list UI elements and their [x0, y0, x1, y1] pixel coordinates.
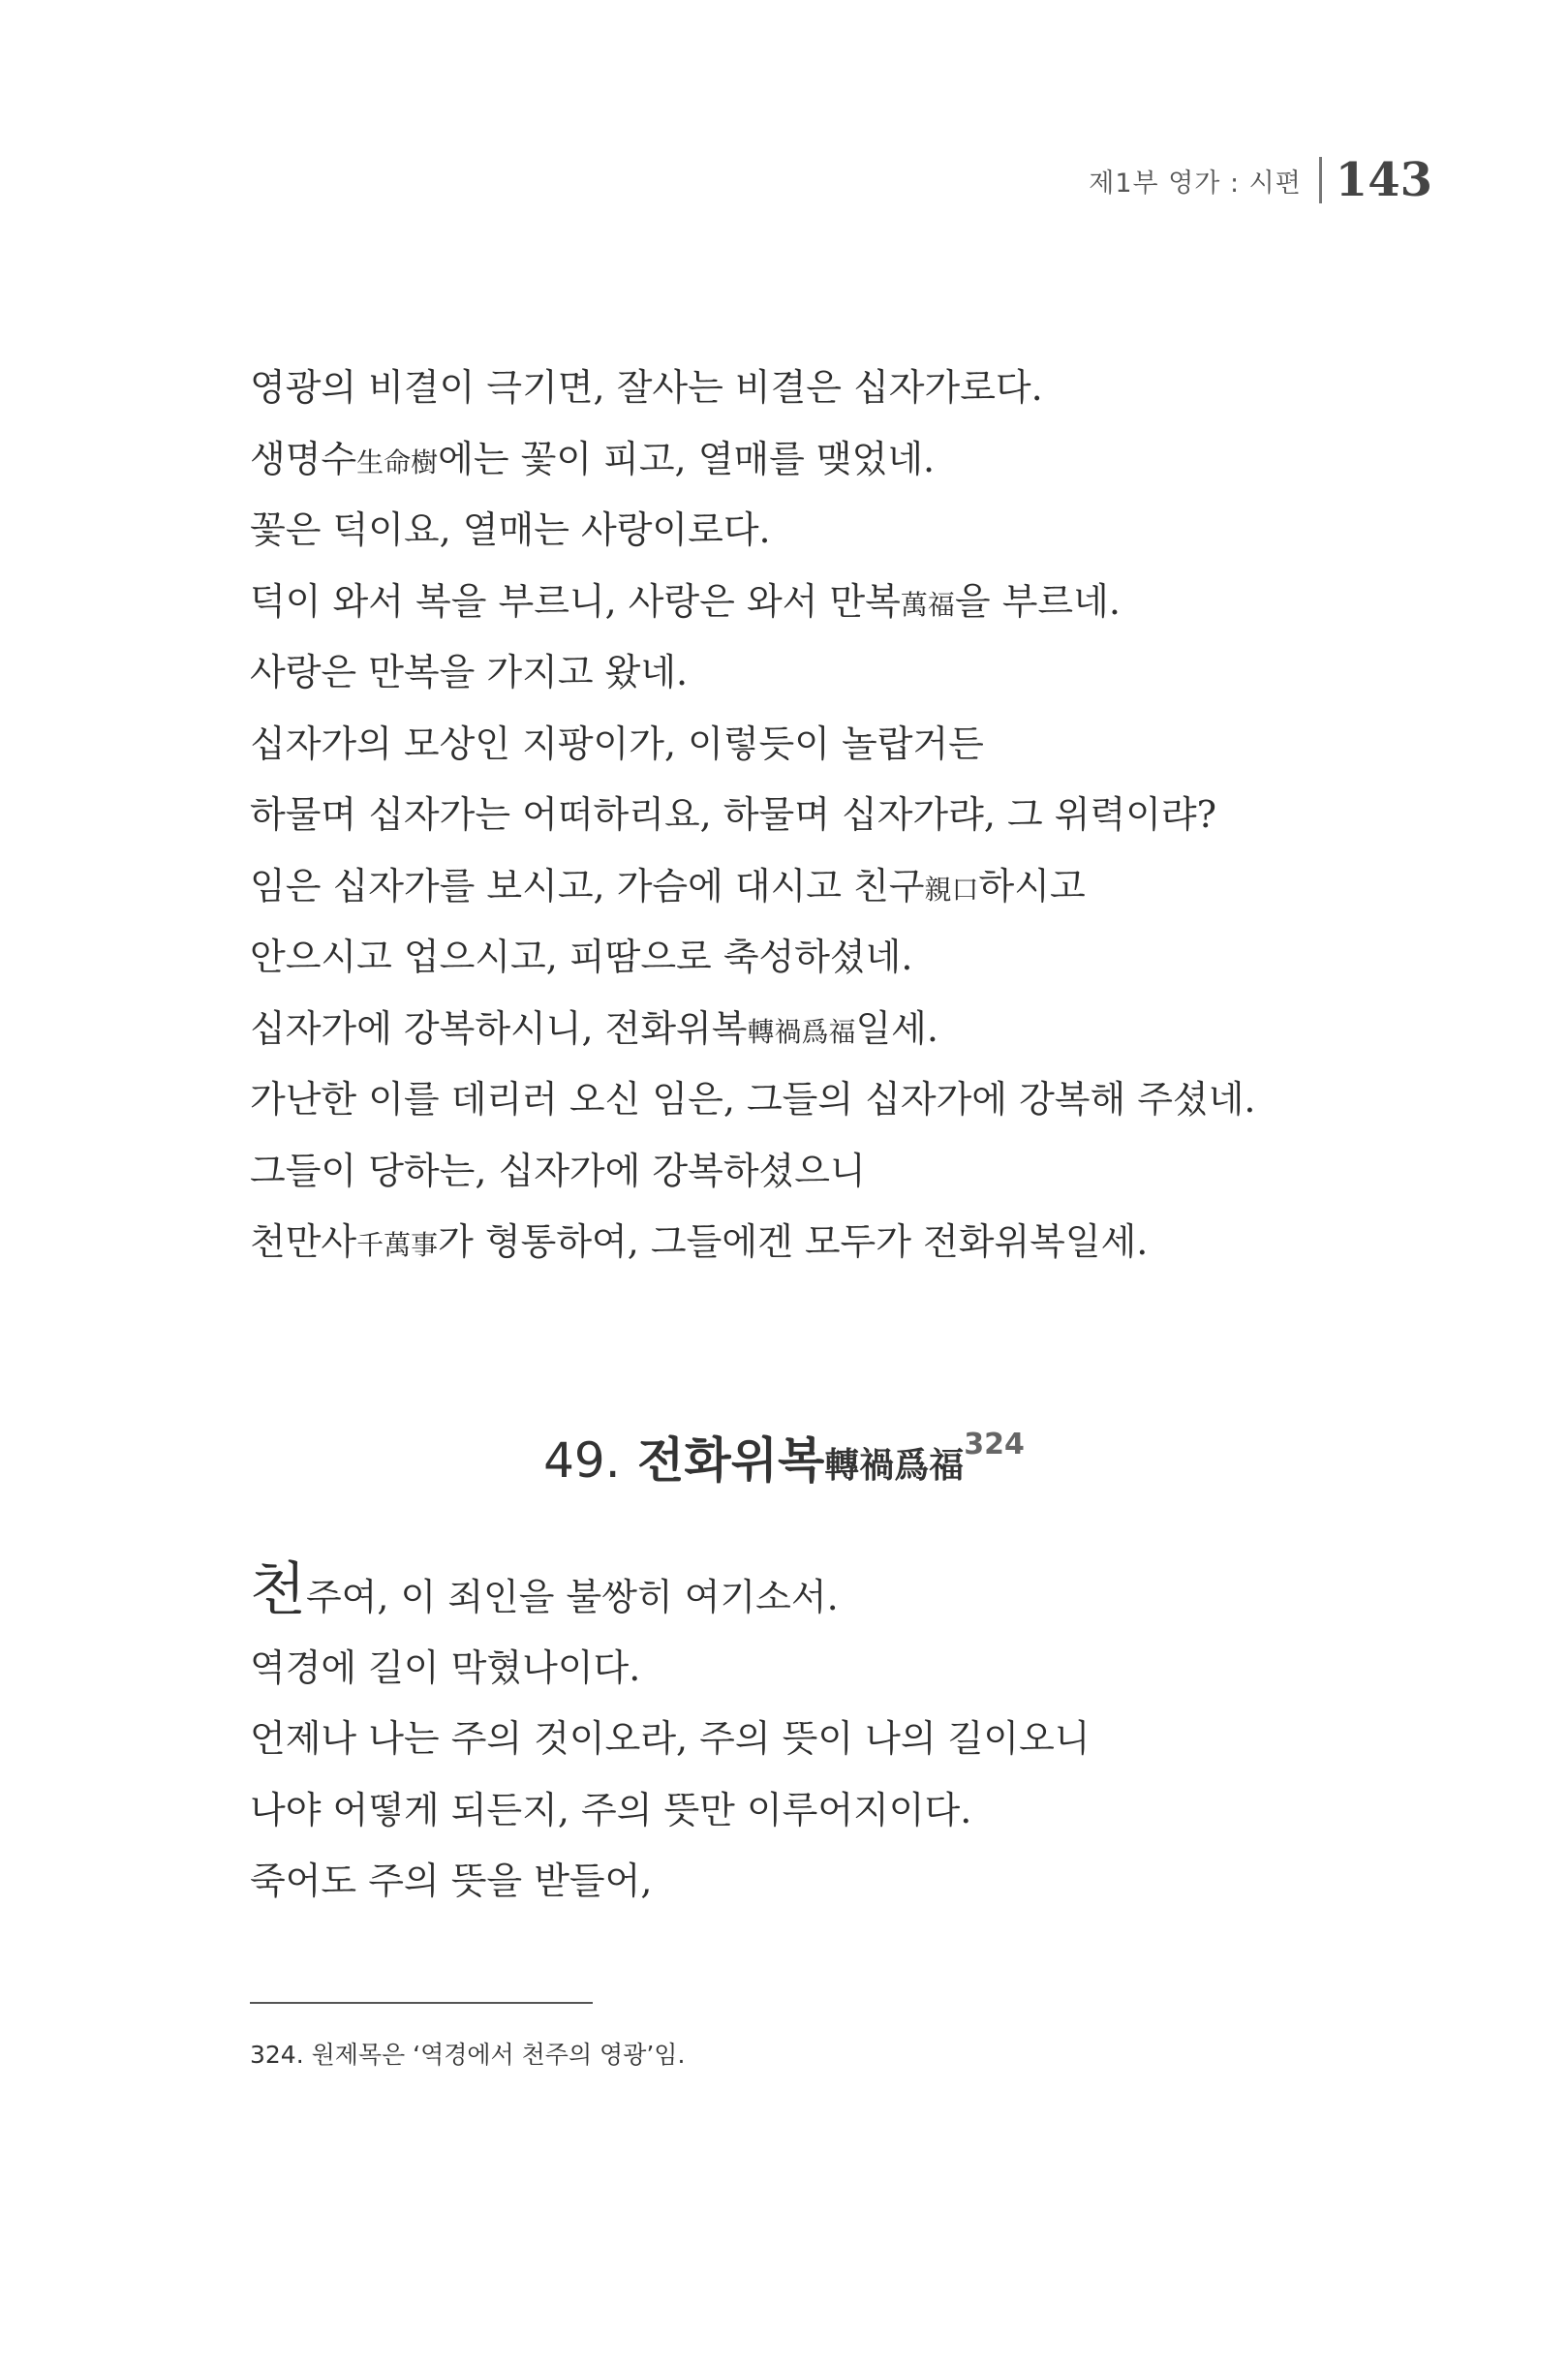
footnote-ref: 324 [964, 1428, 1025, 1461]
poem-line: 생명수生命樹에는 꽃이 피고, 열매를 맺었네. [250, 437, 936, 480]
poem-title-hanja: 轉禍爲福 [824, 1445, 965, 1486]
poem-line: 꽃은 덕이요, 열매는 사랑이로다. [250, 508, 771, 551]
poem-line: 죽어도 주의 뜻을 받들어, [250, 1860, 653, 1902]
poem-line: 나야 어떻게 되든지, 주의 뜻만 이루어지이다. [250, 1788, 972, 1831]
hanja-gloss: 萬福 [900, 588, 955, 621]
poem-line: 사랑은 만복을 가지고 왔네. [250, 651, 689, 693]
poem-line: 천만사千萬事가 형통하여, 그들에겐 모두가 전화위복일세. [250, 1220, 1149, 1263]
hanja-gloss: 生命樹 [356, 446, 439, 478]
poem-line: 덕이 와서 복을 부르니, 사랑은 와서 만복萬福을 부르네. [250, 579, 1121, 623]
poem-line: 십자가의 모상인 지팡이가, 이렇듯이 놀랍거든 [250, 722, 984, 765]
poem-heading [0, 1422, 1568, 1492]
running-head-section: 제1부 영가 : 시편 [1089, 168, 1302, 199]
poem-line: 영광의 비결이 극기면, 잘사는 비결은 십자가로다. [250, 366, 1043, 409]
poem-line: 십자가에 강복하시니, 전화위복轉禍爲福일세. [250, 1006, 938, 1050]
poem-line: 그들이 당하는, 십자가에 강복하셨으니 [250, 1149, 866, 1192]
running-head [1089, 153, 1432, 207]
poem-number: 49. [543, 1432, 621, 1489]
page-number: 143 [1335, 153, 1432, 207]
hanja-gloss: 親口 [924, 873, 979, 906]
running-head-divider [1319, 157, 1322, 203]
drop-cap: 천 [250, 1556, 306, 1624]
hanja-gloss: 千萬事 [356, 1229, 439, 1261]
poem-line: 임은 십자가를 보시고, 가슴에 대시고 친구親口하시고 [250, 864, 1086, 907]
poem-line: 하물며 십자가는 어떠하리요, 하물며 십자가랴, 그 위력이랴? [250, 793, 1217, 836]
footnote-divider [250, 2002, 593, 2004]
poem-stanza-2 [250, 1556, 1412, 1918]
poem-line: 천주여, 이 죄인을 불쌍히 여기소서. [250, 1556, 839, 1624]
poem-stanza-1 [250, 353, 1412, 1278]
poem-line: 가난한 이를 데리러 오신 임은, 그들의 십자가에 강복해 주셨네. [250, 1078, 1256, 1121]
poem-line: 언제나 나는 주의 것이오라, 주의 뜻이 나의 길이오니 [250, 1717, 1091, 1760]
poem-line: 안으시고 업으시고, 피땀으로 축성하셨네. [250, 936, 913, 978]
poem-line: 역경에 길이 막혔나이다. [250, 1645, 641, 1689]
hanja-gloss: 轉禍爲福 [747, 1015, 856, 1048]
footnote: 324. 원제목은 ‘역경에서 천주의 영광’임. [250, 2041, 686, 2069]
poem-title: 전화위복 [637, 1432, 825, 1489]
